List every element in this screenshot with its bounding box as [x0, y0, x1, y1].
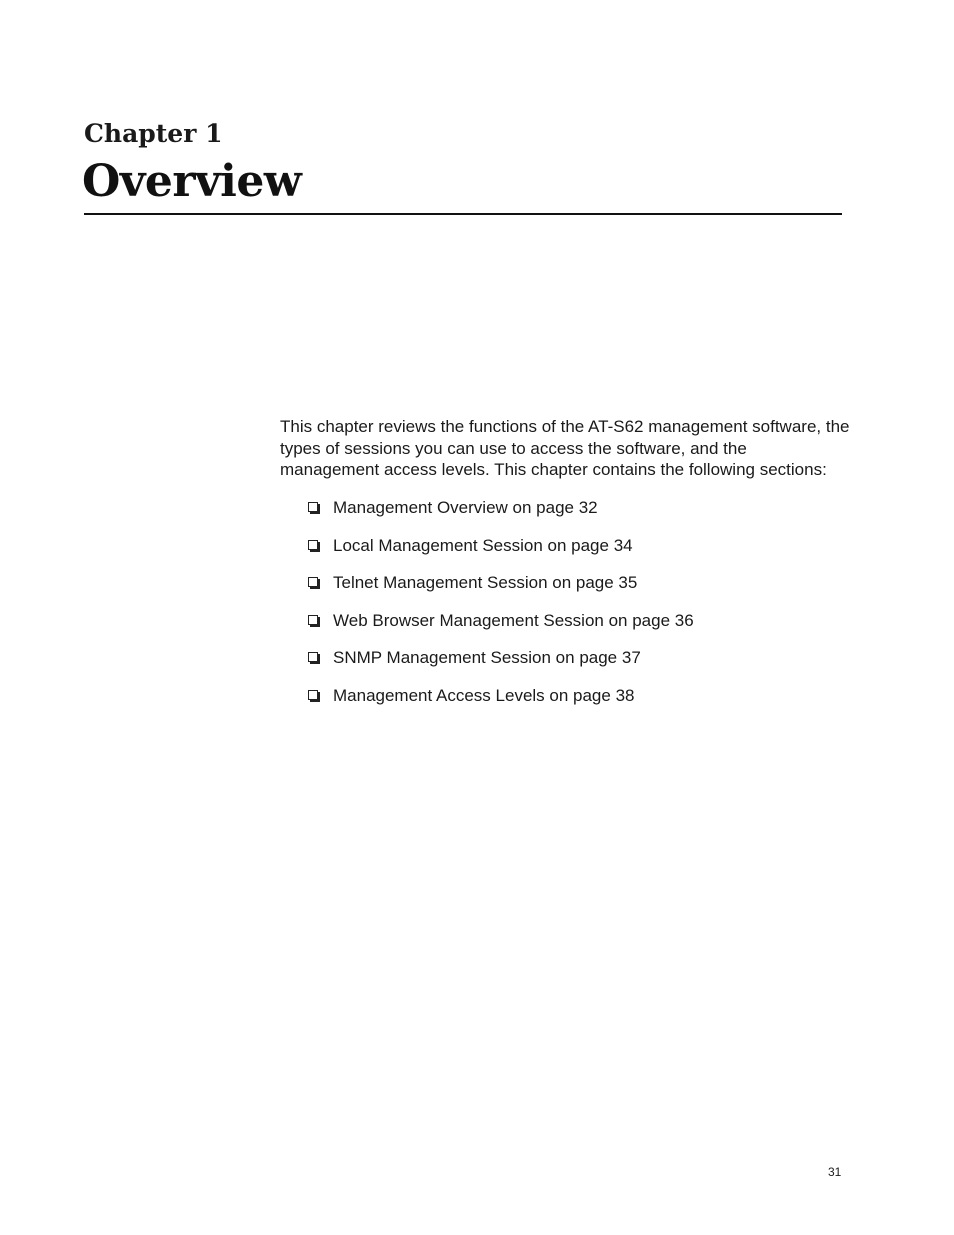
checkbox-icon	[308, 502, 318, 512]
list-item	[308, 571, 694, 609]
section-link[interactable]: Management Overview on page 32	[333, 498, 598, 517]
chapter-title: Overview	[82, 156, 302, 207]
checkbox-icon	[308, 540, 318, 550]
title-divider	[84, 213, 842, 215]
section-link[interactable]: Management Access Levels on page 38	[333, 685, 635, 705]
section-link[interactable]: Web Browser Management Session on page 36	[333, 610, 694, 630]
list-item	[308, 609, 694, 647]
page-number: 31	[828, 1165, 842, 1179]
list-item	[308, 684, 694, 722]
list-item	[308, 534, 694, 572]
intro-paragraph: This chapter reviews the functions of the AT-S62 management software, the types of sessions you can use to access the software, and the management access levels. This chapter contains the following sections:	[280, 417, 850, 479]
section-link[interactable]: Local Management Session on page 34	[333, 535, 633, 555]
checkbox-icon	[308, 690, 318, 700]
section-link[interactable]: Telnet Management Session on page 35	[333, 573, 638, 592]
chapter-label: Chapter 1	[84, 119, 223, 148]
checkbox-icon	[308, 652, 318, 662]
list-item	[308, 646, 694, 684]
section-link[interactable]: SNMP Management Session on page 37	[333, 648, 641, 667]
list-item	[308, 496, 694, 534]
checkbox-icon	[308, 577, 318, 587]
checkbox-icon	[308, 615, 318, 625]
section-list	[308, 496, 694, 721]
